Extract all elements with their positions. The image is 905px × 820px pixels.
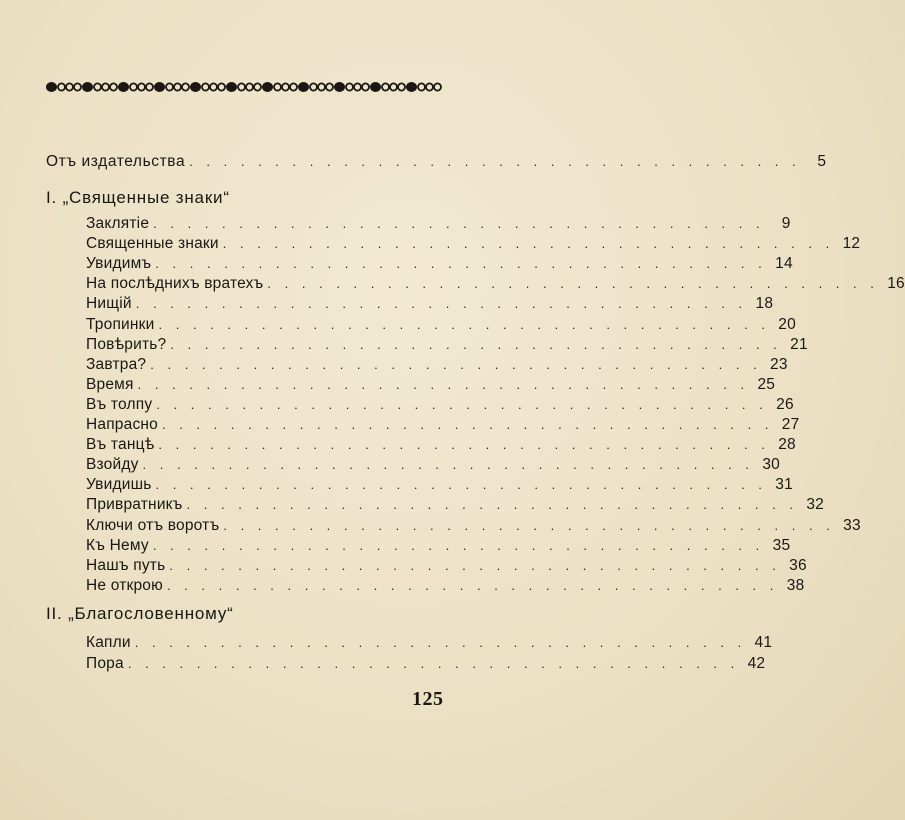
dot-leader: . . . . . . . . . . . . . . . . . . . . . . . . . . . . . . . . . . . . [158, 437, 770, 453]
toc-entry-title: Привратникъ [86, 496, 183, 514]
dot-leader: . . . . . . . . . . . . . . . . . . . . . . . . . . . . . . . . . . . . [156, 396, 768, 412]
dot-leader: . . . . . . . . . . . . . . . . . . . . . . . . . . . . . . . . . . . . [267, 276, 879, 292]
toc-entry-title: Повѣрить? [86, 335, 167, 353]
toc-entry [86, 375, 776, 395]
page-number: 125 [412, 688, 444, 710]
dot-leader: . . . . . . . . . . . . . . . . . . . . . . . . . . . . . . . . . . . . [158, 316, 770, 332]
dot-leader: . . . . . . . . . . . . . . . . . . . . . . . . . . . . . . . . . . . . [155, 256, 767, 272]
toc-entry [86, 294, 774, 314]
toc-entry-title: Къ Нему [86, 536, 149, 554]
dot-leader: . . . . . . . . . . . . . . . . . . . . . . . . . . . . . . . . . . . . [155, 477, 767, 493]
toc-entry-title: Напрасно [86, 416, 158, 433]
toc-entry-page: 26 [776, 395, 794, 413]
toc-entry-title: Нашъ путь [86, 556, 166, 574]
toc-entry [86, 556, 807, 576]
toc-entry-page: 41 [754, 634, 773, 651]
toc-entry-page: 33 [843, 516, 861, 534]
toc-entry [86, 335, 808, 355]
toc-entry-page: 5 [817, 153, 827, 170]
toc-entry-title: Взойду [86, 456, 139, 474]
toc-entry [86, 435, 796, 455]
dot-leader: . . . . . . . . . . . . . . . . . . . . . . . . . . . . . . . . . . . . [142, 457, 754, 473]
toc-entry-page: 16 [887, 275, 905, 293]
toc-entry-page: 20 [778, 315, 796, 333]
toc-entry-page: 32 [806, 496, 824, 514]
dot-leader: . . . . . . . . . . . . . . . . . . . . . . . . . . . . . . . . . . . . [161, 417, 774, 432]
dot-leader: . . . . . . . . . . . . . . . . . . . . . . . . . . . . . . . . . . . . [189, 154, 801, 169]
toc-entry-page: 12 [842, 235, 861, 253]
toc-entry-title: Не открою [86, 576, 163, 594]
toc-entry-title: Время [86, 375, 134, 393]
toc-entry-title: Ключи отъ воротъ [86, 516, 220, 534]
toc-entry-title: Заклятіе [86, 215, 150, 232]
toc-entry-title: Капли [86, 634, 131, 651]
toc-entry [86, 214, 791, 234]
toc-entry-page: 35 [772, 536, 791, 554]
toc-entry-title: Пора [86, 655, 124, 672]
toc-entry [86, 315, 796, 335]
toc-entry-title: Завтра? [86, 355, 147, 373]
toc-entry-title: Священные знаки [86, 235, 219, 253]
section-heading: II. „Благословенному“ [46, 604, 234, 623]
toc-entry-page: 31 [775, 476, 793, 494]
toc-entry-page: 14 [775, 255, 793, 273]
toc-entry [86, 516, 861, 536]
toc-entry [86, 254, 793, 274]
dot-leader: . . . . . . . . . . . . . . . . . . . . . . . . . . . . . . . . . . . . [170, 336, 782, 352]
toc-entry-page: 42 [747, 655, 766, 672]
dot-leader: . . . . . . . . . . . . . . . . . . . . . . . . . . . . . . . . . . . . [166, 577, 779, 593]
dot-leader: . . . . . . . . . . . . . . . . . . . . . . . . . . . . . . . . . . . . [153, 216, 765, 231]
toc-front-matter [46, 152, 827, 172]
toc-entry-title: Нищій [86, 295, 132, 313]
toc-entry-title: Въ толпу [86, 395, 153, 413]
chain-border-ornament-icon [46, 80, 441, 94]
toc-entry-title: Увидишь [86, 476, 152, 494]
dot-leader: . . . . . . . . . . . . . . . . . . . . . . . . . . . . . . . . . . . . [135, 296, 748, 312]
toc-entry [86, 415, 800, 435]
toc-entry [86, 633, 773, 653]
dot-leader: . . . . . . . . . . . . . . . . . . . . . . . . . . . . . . . . . . . . [137, 376, 750, 392]
toc-entry-title: Отъ издательства [46, 153, 186, 170]
toc-entry-page: 18 [755, 295, 774, 313]
toc-entry-page: 21 [790, 335, 808, 353]
toc-entry-page: 9 [781, 215, 791, 232]
dot-leader: . . . . . . . . . . . . . . . . . . . . . . . . . . . . . . . . . . . . [134, 635, 747, 650]
toc-entry-title: На послѣднихъ вратехъ [86, 275, 264, 293]
toc-entry [86, 576, 805, 596]
toc-entry-page: 23 [770, 355, 788, 373]
toc-entry [86, 536, 791, 556]
toc-entry [86, 355, 788, 375]
toc-entry [86, 654, 766, 674]
toc-entry [86, 234, 861, 254]
toc-entry-page: 36 [789, 556, 807, 574]
toc-entry-page: 25 [757, 375, 776, 393]
toc-entry-page: 28 [778, 436, 796, 454]
toc-entry-page: 27 [781, 416, 800, 433]
dot-leader: . . . . . . . . . . . . . . . . . . . . . . . . . . . . . . . . . . . . [186, 497, 798, 513]
section-heading: I. „Священные знаки“ [46, 188, 230, 207]
toc-entry-page: 30 [762, 456, 780, 474]
toc-entry [86, 455, 780, 475]
dot-leader: . . . . . . . . . . . . . . . . . . . . . . . . . . . . . . . . . . . . [222, 236, 835, 252]
toc-entry-title: Въ танцѣ [86, 436, 155, 454]
dot-leader: . . . . . . . . . . . . . . . . . . . . . . . . . . . . . . . . . . . . [152, 537, 765, 553]
toc-entry [86, 495, 824, 515]
toc-entry [86, 475, 793, 495]
dot-leader: . . . . . . . . . . . . . . . . . . . . . . . . . . . . . . . . . . . . [169, 557, 781, 573]
dot-leader: . . . . . . . . . . . . . . . . . . . . . . . . . . . . . . . . . . . . [223, 517, 835, 533]
toc-entry-page: 38 [786, 576, 805, 594]
toc-entry [86, 395, 794, 415]
toc-entry-title: Увидимъ [86, 255, 152, 273]
toc-entry-title: Тропинки [86, 315, 155, 333]
dot-leader: . . . . . . . . . . . . . . . . . . . . . . . . . . . . . . . . . . . . [127, 656, 740, 671]
dot-leader: . . . . . . . . . . . . . . . . . . . . . . . . . . . . . . . . . . . . [150, 356, 762, 372]
toc-entry [86, 274, 905, 294]
